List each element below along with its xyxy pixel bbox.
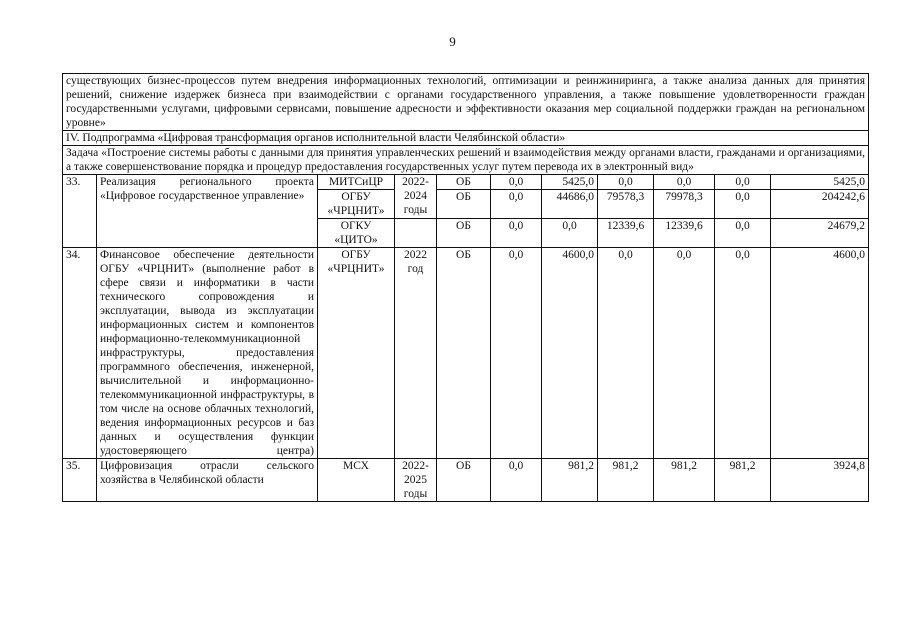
- value-cell: 0,0: [491, 459, 542, 502]
- measure-name: Цифровизация отрасли сельского хозяйства в Челябинской области: [97, 459, 318, 502]
- value-cell: 981,2: [542, 459, 598, 502]
- value-cell: 0,0: [598, 248, 654, 459]
- table-row: [63, 248, 869, 459]
- value-cell: 0,0: [654, 175, 715, 190]
- value-cell: 0,0: [715, 219, 771, 248]
- value-cell: 981,2: [715, 459, 771, 502]
- value-cell: 12339,6: [654, 219, 715, 248]
- task-row: [63, 146, 869, 175]
- subprogram-title: IV. Подпрограмма «Цифровая трансформация органов исполнительной власти Челябинской области»: [63, 131, 869, 146]
- budget-cell: ОБ: [437, 459, 491, 502]
- subprogram-row: [63, 131, 869, 146]
- period-cell: 2022-2024 годы: [395, 175, 437, 219]
- value-cell: 0,0: [715, 175, 771, 190]
- value-cell: 4600,0: [542, 248, 598, 459]
- intro-text: существующих бизнес-процессов путем внедрения информационных технологий, оптимизации и реинжиниринга, а также анализа данных для принятия решений, снижение издержек бизнеса при взаимодействии с органами государственного управления, а также повышение удовлетворенности граждан государственными услугами, цифровыми сервисами, повышение адресности и эффективности оказания мер социальной поддержки граждан на региональном уровне»: [63, 74, 869, 131]
- org-cell: МСХ: [318, 459, 395, 502]
- total-cell: 3924,8: [771, 459, 869, 502]
- value-cell: 981,2: [654, 459, 715, 502]
- value-cell: 12339,6: [598, 219, 654, 248]
- row-number: 35.: [63, 459, 97, 502]
- total-cell: 4600,0: [771, 248, 869, 459]
- budget-cell: ОБ: [437, 190, 491, 219]
- table-row: [63, 175, 869, 190]
- value-cell: 0,0: [715, 190, 771, 219]
- program-table: [62, 73, 869, 502]
- total-cell: 24679,2: [771, 219, 869, 248]
- value-cell: 79978,3: [654, 190, 715, 219]
- total-cell: 5425,0: [771, 175, 869, 190]
- value-cell: 0,0: [491, 219, 542, 248]
- period-cell: 2022-2025 годы: [395, 459, 437, 502]
- task-text: Задача «Построение системы работы с данными для принятия управленческих решений и взаимодействия между органами власти, гражданами и организациями, а также совершенствование порядка и процедур предоставления государственных услуг путем перевода их в электронный вид»: [63, 146, 869, 175]
- org-cell: ОГКУ «ЦИТО»: [318, 219, 395, 248]
- value-cell: 981,2: [598, 459, 654, 502]
- period-empty-cell: [395, 219, 437, 248]
- value-cell: 0,0: [654, 248, 715, 459]
- value-cell: 44686,0: [542, 190, 598, 219]
- row-number: 34.: [63, 248, 97, 459]
- value-cell: 5425,0: [542, 175, 598, 190]
- org-cell: МИТСиЦР: [318, 175, 395, 190]
- budget-cell: ОБ: [437, 219, 491, 248]
- measure-name: Финансовое обеспечение деятельности ОГБУ «ЧРЦНИТ» (выполнение работ в сфере связи и информатики в части технического сопровождения и эксплуатации, вывода из эксплуатации информационных систем и компонентов информационно-телекоммуникационной инфраструктуры, предоставления программного обеспечения, инженерной, вычислительной и информационно-телекоммуникационной инфраструктуры, в том числе на основе облачных технологий, ведения информационных ресурсов и баз данных и осуществления функции удостоверяющего центра): [97, 248, 318, 459]
- value-cell: 0,0: [598, 175, 654, 190]
- period-cell: 2022 год: [395, 248, 437, 459]
- value-cell: 79578,3: [598, 190, 654, 219]
- org-cell: ОГБУ «ЧРЦНИТ»: [318, 190, 395, 219]
- row-number: 33.: [63, 175, 97, 248]
- value-cell: 0,0: [491, 248, 542, 459]
- value-cell: 0,0: [542, 219, 598, 248]
- intro-row: [63, 74, 869, 131]
- value-cell: 0,0: [491, 190, 542, 219]
- measure-name: Реализация регионального проекта «Цифровое государственное управление»: [97, 175, 318, 248]
- value-cell: 0,0: [715, 248, 771, 459]
- total-cell: 204242,6: [771, 190, 869, 219]
- page-number: 9: [449, 34, 456, 49]
- table-row: [63, 459, 869, 502]
- budget-cell: ОБ: [437, 248, 491, 459]
- value-cell: 0,0: [491, 175, 542, 190]
- budget-cell: ОБ: [437, 175, 491, 190]
- org-cell: ОГБУ «ЧРЦНИТ»: [318, 248, 395, 459]
